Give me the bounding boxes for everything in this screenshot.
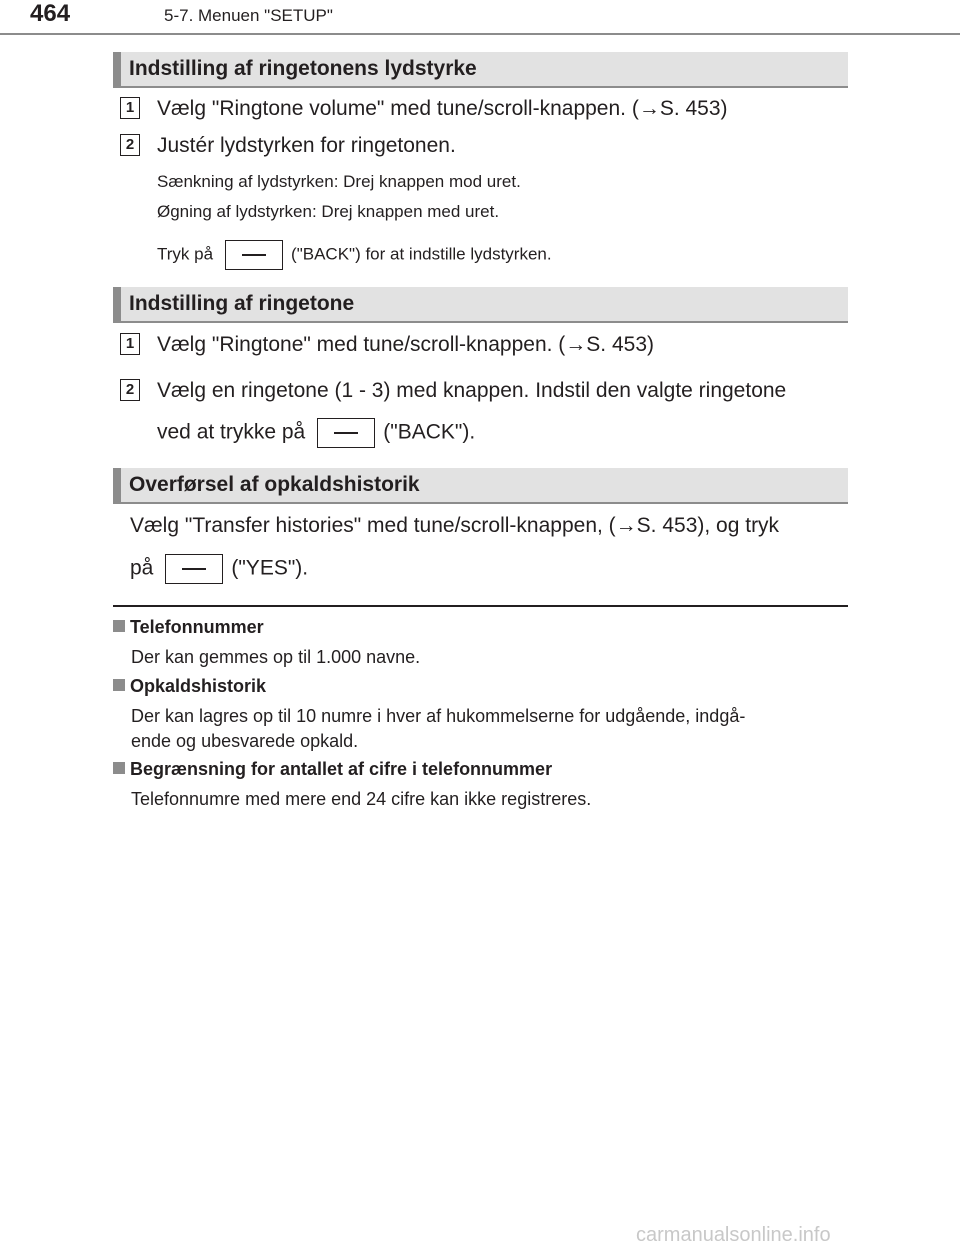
section-accent-bar bbox=[113, 52, 121, 88]
instruction-post-text: ("YES"). bbox=[231, 556, 309, 580]
step-number-badge: 2 bbox=[120, 379, 140, 401]
section-title: Indstilling af ringetonens lydstyrke bbox=[129, 57, 477, 80]
step-text: Justér lydstyrken for ringetonen. bbox=[157, 134, 456, 157]
substep-text: Øgning af lydstyrken: Drej knappen med uret. bbox=[157, 202, 500, 221]
instruction-pre-text: ved at trykke på bbox=[157, 420, 306, 444]
section-heading-transfer-history bbox=[113, 468, 848, 504]
step-text: Vælg en ringetone (1 - 3) med knappen. Indstil den valgte ringetone bbox=[157, 379, 787, 402]
section-heading-ringtone bbox=[113, 287, 848, 323]
substep-back-instruction bbox=[157, 240, 552, 270]
note-heading bbox=[113, 759, 552, 780]
note-body: Telefonnumre med mere end 24 cifre kan ikke registreres. bbox=[131, 789, 592, 809]
back-button-icon bbox=[225, 240, 283, 270]
note-body: ende og ubesvarede opkald. bbox=[131, 731, 359, 751]
note-title: Begrænsning for antallet af cifre i telefonnummer bbox=[130, 759, 553, 779]
section-body-continuation bbox=[130, 554, 308, 584]
section-accent-bar bbox=[113, 468, 121, 504]
section-title: Indstilling af ringetone bbox=[129, 292, 355, 315]
yes-button-icon bbox=[165, 554, 223, 584]
note-heading bbox=[113, 676, 266, 697]
watermark: carmanualsonline.info bbox=[636, 1224, 831, 1246]
substep-text: Sænkning af lydstyrken: Drej knappen mod uret. bbox=[157, 172, 521, 191]
step-text: Vælg "Ringtone volume" med tune/scroll-knappen. (→S. 453) bbox=[157, 97, 728, 120]
instruction-pre-text: på bbox=[130, 556, 154, 580]
back-button-icon bbox=[317, 418, 375, 448]
note-body: Der kan gemmes op til 1.000 navne. bbox=[131, 647, 421, 667]
note-body: Der kan lagres op til 10 numre i hver af hukommelserne for udgående, indgå- bbox=[131, 706, 746, 726]
step-text-continuation bbox=[157, 418, 475, 448]
note-title: Telefonnummer bbox=[130, 617, 264, 637]
instruction-pre-text: Tryk på bbox=[157, 244, 214, 264]
square-bullet-icon bbox=[113, 679, 125, 691]
step-number-badge: 2 bbox=[120, 134, 140, 156]
note-title: Opkaldshistorik bbox=[130, 676, 267, 696]
step-number-badge: 1 bbox=[120, 97, 140, 119]
note-heading bbox=[113, 617, 264, 638]
header-divider bbox=[0, 33, 960, 35]
square-bullet-icon bbox=[113, 762, 125, 774]
step-number-badge: 1 bbox=[120, 333, 140, 355]
step-text: Vælg "Ringtone" med tune/scroll-knappen. (→S. 453) bbox=[157, 333, 654, 356]
section-accent-bar bbox=[113, 287, 121, 323]
page-number: 464 bbox=[30, 0, 71, 27]
chapter-title: 5-7. Menuen "SETUP" bbox=[164, 6, 333, 25]
section-heading-ringtone-volume bbox=[113, 52, 848, 88]
section-title: Overførsel af opkaldshistorik bbox=[129, 473, 420, 496]
notes-divider bbox=[113, 605, 848, 607]
instruction-post-text: ("BACK") for at indstille lydstyrken. bbox=[291, 244, 552, 264]
section-body-text: Vælg "Transfer histories" med tune/scroll-knappen, (→S. 453), og tryk bbox=[130, 514, 780, 537]
square-bullet-icon bbox=[113, 620, 125, 632]
instruction-post-text: ("BACK"). bbox=[383, 420, 476, 444]
